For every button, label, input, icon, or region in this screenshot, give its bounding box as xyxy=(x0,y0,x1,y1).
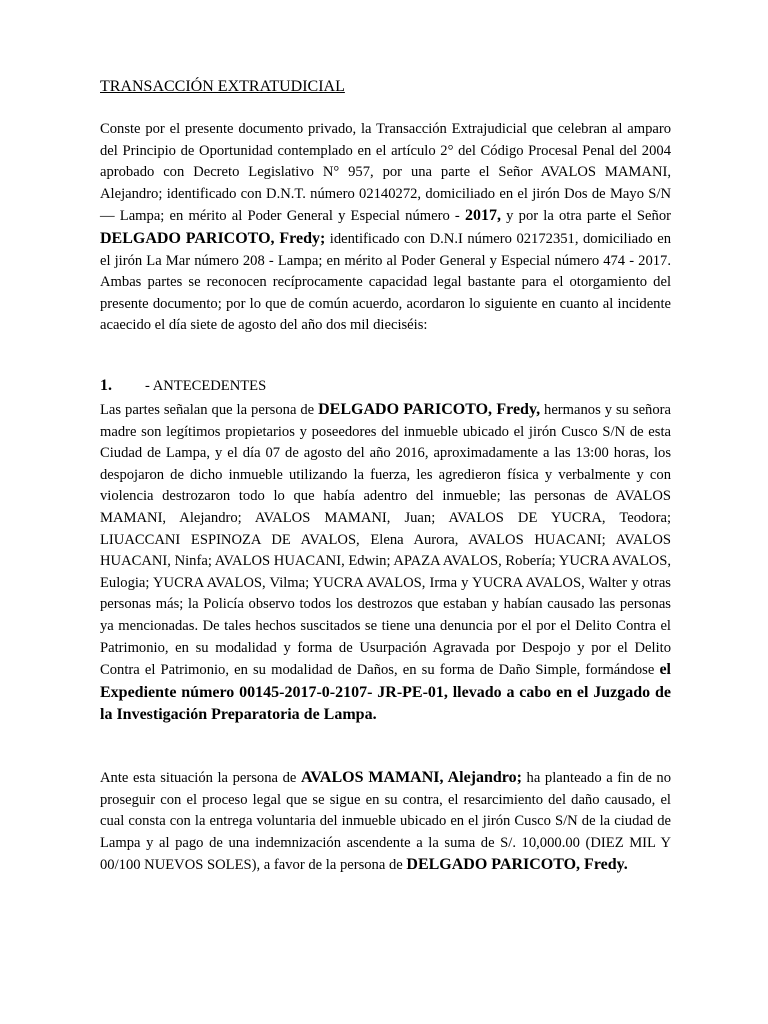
antecedentes-text-2: hermanos y su señora madre son legítimos propietarios y poseedores del inmueble ubicado el jirón Cusco S/N de esta Ciudad de Lampa, y el día 07 de agosto del año 2016, aproximadamente a las 13:00 horas, los despojaron de dicho inmueble utilizando la fuerza, les agredieron física y verbalmente y con violencia destrozaron todo lo que había adentro del inmueble; las personas de AVALOS MAMANI, Alejandro; AVALOS MAMANI, Juan; AVALOS DE YUCRA, Teodora; LIUACCANI ESPINOZA DE AVALOS, Elena Aurora, AVALOS HUACANI; AVALOS HUACANI, Ninfa; AVALOS HUACANI, Edwin; APAZA AVALOS, Robería; YUCRA AVALOS, Eulogia; YUCRA AVALOS, Vilma; YUCRA AVALOS, Irma y YUCRA AVALOS, Walter y otras personas más; la Policía observo todos los destrozos que estaban y habían causado las personas ya mencionadas. De tales hechos suscitados se tiene una denuncia por el por el Delito Contra el Patrimonio, en su modalidad y forma de Usurpación Agravada por Despojo y por el Delito Contra el Patrimonio, en su modalidad de Daños, en su forma de Daño Simple, formándose xyxy=(100,402,671,679)
intro-text-3: identificado con D.N.I número 02172351, domiciliado en el jirón La Mar número 208 - Lampa; en mérito al Poder General y Especial número 474 - 2017. Ambas partes se reconocen recíprocamente capacidad legal bastante para el otorgamiento del presente documento; por lo que de común acuerdo, acordaron lo siguiente en cuanto al incidente acaecido el día siete de agosto del año dos mil dieciséis: xyxy=(100,230,671,334)
antecedentes-paragraph xyxy=(100,399,671,727)
antecedentes-bold-2: el Expediente número 00145-2017-0-2107- JR-PE-01, llevado a cabo en el Juzgado de la Investigación Preparatoria de Lampa. xyxy=(100,661,671,724)
intro-text-1: Conste por el presente documento privado, la Transacción Extrajudicial que celebran al amparo del Principio de Oportunidad contemplado en el artículo 2° del Código Procesal Penal del 2004 aprobado con Decreto Legislativo N° 957, por una parte el Señor AVALOS MAMANI, Alejandro; identificado con D.N.T. número 02140272, domiciliado en el jirón Dos de Mayo S/N — Lampa; en mérito al Poder General y Especial número - xyxy=(100,121,671,225)
resarcimiento-bold-2: DELGADO PARICOTO, Fredy. xyxy=(406,856,628,874)
intro-paragraph xyxy=(100,119,671,337)
resarcimiento-bold-1: AVALOS MAMANI, Alejandro; xyxy=(300,769,522,786)
section-heading-antecedentes xyxy=(100,377,266,395)
resarcimiento-paragraph xyxy=(100,767,671,877)
antecedentes-bold-1: DELGADO PARICOTO, Fredy, xyxy=(318,401,541,418)
section-label: - ANTECEDENTES xyxy=(145,378,267,394)
resarcimiento-text-1: Ante esta situación la persona de xyxy=(100,770,301,786)
document-title: TRANSACCIÓN EXTRATUDICIAL xyxy=(100,78,345,95)
section-number: 1. xyxy=(100,377,112,394)
intro-bold-2: DELGADO PARICOTO, Fredy; xyxy=(100,229,326,247)
intro-text-2: y por la otra parte el Señor xyxy=(500,208,671,225)
intro-bold-1: 2017, xyxy=(464,207,501,225)
antecedentes-text-1: Las partes señalan que la persona de xyxy=(100,402,319,418)
resarcimiento-text-2: ha planteado a fin de no proseguir con el proceso legal que se sigue en su contra, el resarcimiento del daño causado, el cual consta con la entrega voluntaria del inmueble ubicado en el jirón Cusco S/N de la ciudad de Lampa y al pago de una indemnización ascendente a la suma de S/. 10,000.00 (DIEZ MIL Y 00/100 NUEVOS SOLES), a favor de la persona de xyxy=(100,770,672,874)
